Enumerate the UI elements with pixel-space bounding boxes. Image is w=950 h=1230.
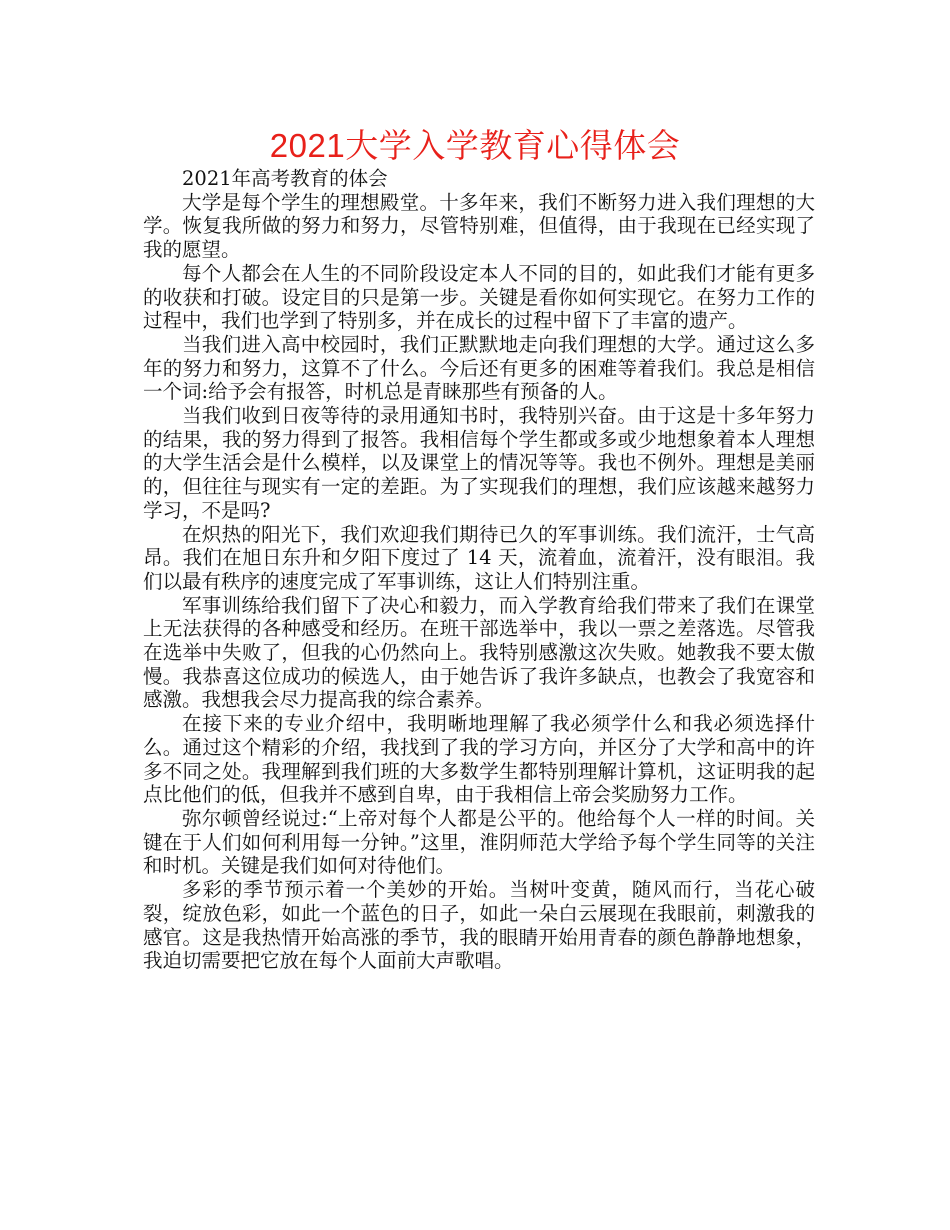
paragraph: 每个人都会在人生的不同阶段设定本人不同的目的，如此我们才能有更多的收获和打破。设定目的只是第一步。关键是看你如何实现它。在努力工作的过程中，我们也学到了特别多，并在成长的过程中留下了丰富的遗产。 <box>143 261 815 333</box>
paragraph: 弥尔顿曾经说过:“上帝对每个人都是公平的。他给每个人一样的时间。关键在于人们如何利用每一分钟。”这里，淮阴师范大学给予每个学生同等的关注和时机。关键是我们如何对待他们。 <box>143 806 815 878</box>
document-body <box>143 167 815 973</box>
paragraph: 大学是每个学生的理想殿堂。十多年来，我们不断努力进入我们理想的大学。恢复我所做的努力和努力，尽管特别难，但值得，由于我现在已经实现了我的愿望。 <box>143 190 815 262</box>
paragraph: 当我们进入高中校园时，我们正默默地走向我们理想的大学。通过这么多年的努力和努力，这算不了什么。今后还有更多的困难等着我们。我总是相信一个词:给予会有报答，时机总是青睐那些有预备的人。 <box>143 332 815 404</box>
paragraph: 多彩的季节预示着一个美妙的开始。当树叶变黄，随风而行，当花心破裂，绽放色彩，如此一个蓝色的日子，如此一朵白云展现在我眼前，刺激我的感官。这是我热情开始高涨的季节，我的眼睛开始用青春的颜色静静地想象，我迫切需要把它放在每个人面前大声歌唱。 <box>143 878 815 973</box>
document-title: 2021大学入学教育心得体会 <box>269 127 681 164</box>
paragraph: 军事训练给我们留下了决心和毅力，而入学教育给我们带来了我们在课堂上无法获得的各种感受和经历。在班干部选举中，我以一票之差落选。尽管我在选举中失败了，但我的心仍然向上。我特别感激这次失败。她教我不要太傲慢。我恭喜这位成功的候选人，由于她告诉了我许多缺点，也教会了我宽容和感激。我想我会尽力提高我的综合素养。 <box>143 593 815 712</box>
paragraph: 当我们收到日夜等待的录用通知书时，我特别兴奋。由于这是十多年努力的结果，我的努力得到了报答。我相信每个学生都或多或少地想象着本人理想的大学生活会是什么模样，以及课堂上的情况等等。我也不例外。理想是美丽的，但往往与现实有一定的差距。为了实现我们的理想，我们应该越来越努力学习，不是吗? <box>143 404 815 522</box>
paragraph: 在炽热的阳光下，我们欢迎我们期待已久的军事训练。我们流汗，士气高昂。我们在旭日东升和夕阳下度过了 14 天，流着血，流着汗，没有眼泪。我们以最有秩序的速度完成了军事训练，这让人们特别注重。 <box>143 522 815 593</box>
paragraph-subtitle: 2021年高考教育的体会 <box>182 167 388 190</box>
paragraph: 在接下来的专业介绍中，我明晰地理解了我必须学什么和我必须选择什么。通过这个精彩的介绍，我找到了我的学习方向，并区分了大学和高中的许多不同之处。我理解到我们班的大多数学生都特别理解计算机，这证明我的起点比他们的低，但我并不感到自卑，由于我相信上帝会奖励努力工作。 <box>143 712 815 807</box>
